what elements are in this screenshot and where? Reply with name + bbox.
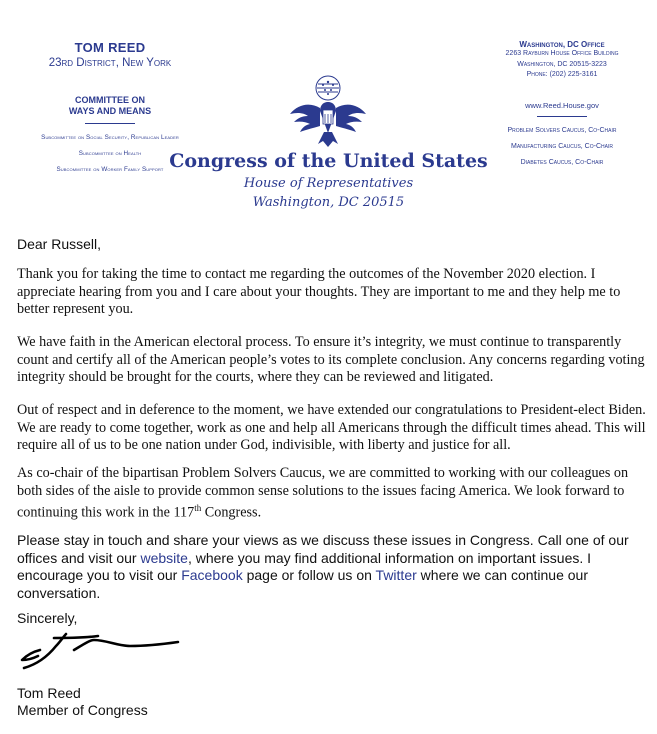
website-link[interactable]: www.Reed.House.gov <box>525 100 599 110</box>
paragraph-5-text: , where you may find additional information on important issues. I encourage you to visit our <box>17 549 592 583</box>
city-title: Washington, DC 20515 <box>252 195 405 210</box>
paragraph-2: We have faith in the American electoral process. To ensure it’s integrity, we must continue to transparently count and certify all of the American people’s votes to its complete conclusion. Any concerns regarding voting integrity should be brought for the courts, where they can be reviewed and litigated. <box>17 334 645 385</box>
signature-title: Member of Congress <box>17 702 148 718</box>
office-phone: Phone: (202) 225-3161 <box>526 71 598 78</box>
website-link[interactable]: website <box>140 549 188 566</box>
signature-name: Tom Reed <box>17 685 81 701</box>
ordinal-suffix: th <box>194 503 202 513</box>
paragraph-1: Thank you for taking the time to contact me regarding the outcomes of the November 2020 election. I appreciate hearing from you and I care about your thoughts. They are important to me and they help me to better represent you. <box>17 266 621 317</box>
signature-icon <box>14 628 184 683</box>
paragraph-4 <box>17 465 655 522</box>
divider <box>85 123 135 124</box>
committee-line-2: WAYS AND MEANS <box>68 106 152 116</box>
office-address-1: 2263 Rayburn House Office Building <box>505 50 619 57</box>
committee-line-1: COMMITTEE ON <box>75 95 145 105</box>
closing: Sincerely, <box>17 610 78 626</box>
congress-title: Congress of the United States <box>169 150 488 172</box>
committee-name <box>10 95 210 117</box>
paragraph-5-text: page or follow us on <box>242 567 376 583</box>
subcommittee-item: Subcommittee on Social Security, Republican Leader <box>41 134 179 141</box>
office-address-2: Washington, DC 20515-3223 <box>517 60 607 68</box>
paragraph-3: Out of respect and in deference to the moment, we have extended our congratulations to President-elect Biden. We are ready to come together, work as one and help all Americans through the difficult times ahead. This will require all of us to be one nation under God, indivisible, with liberty and justice for all. <box>17 402 646 453</box>
paragraph-4-end: Congress. <box>201 504 262 521</box>
paragraph-5 <box>17 532 655 602</box>
subcommittee-item: Subcommittee on Worker Family Support <box>56 166 164 173</box>
office-title: Washington, DC Office <box>519 40 605 49</box>
subcommittee-item: Subcommittee on Health <box>78 150 142 157</box>
caucus-item: Problem Solvers Caucus, Co-Chair <box>507 126 617 134</box>
member-district: 23rd District, New York <box>48 57 172 69</box>
twitter-link[interactable]: Twitter <box>375 567 417 583</box>
letterhead <box>0 0 657 222</box>
house-title: House of Representatives <box>243 176 414 191</box>
paragraph-5-text: where we can continue our conversation. <box>17 567 588 601</box>
member-name: TOM REED <box>74 40 146 55</box>
facebook-link[interactable]: Facebook <box>181 567 243 583</box>
great-seal-eagle-icon <box>284 66 372 154</box>
greeting: Dear Russell, <box>17 236 102 252</box>
caucus-item: Diabetes Caucus, Co-Chair <box>520 158 604 166</box>
caucus-item: Manufacturing Caucus, Co-Chair <box>511 142 613 150</box>
divider <box>537 116 587 117</box>
paragraph-4-text: As co-chair of the bipartisan Problem Solvers Caucus, we are committed to working with our colleagues on both sides of the aisle to provide common sense solutions to the issues facing America. We look forward to continuing this work in the 117 <box>17 465 629 521</box>
paragraph-5-text: Please stay in touch and share your views as we discuss these issues in Congress. Call one of our offices and visit our <box>17 532 629 566</box>
